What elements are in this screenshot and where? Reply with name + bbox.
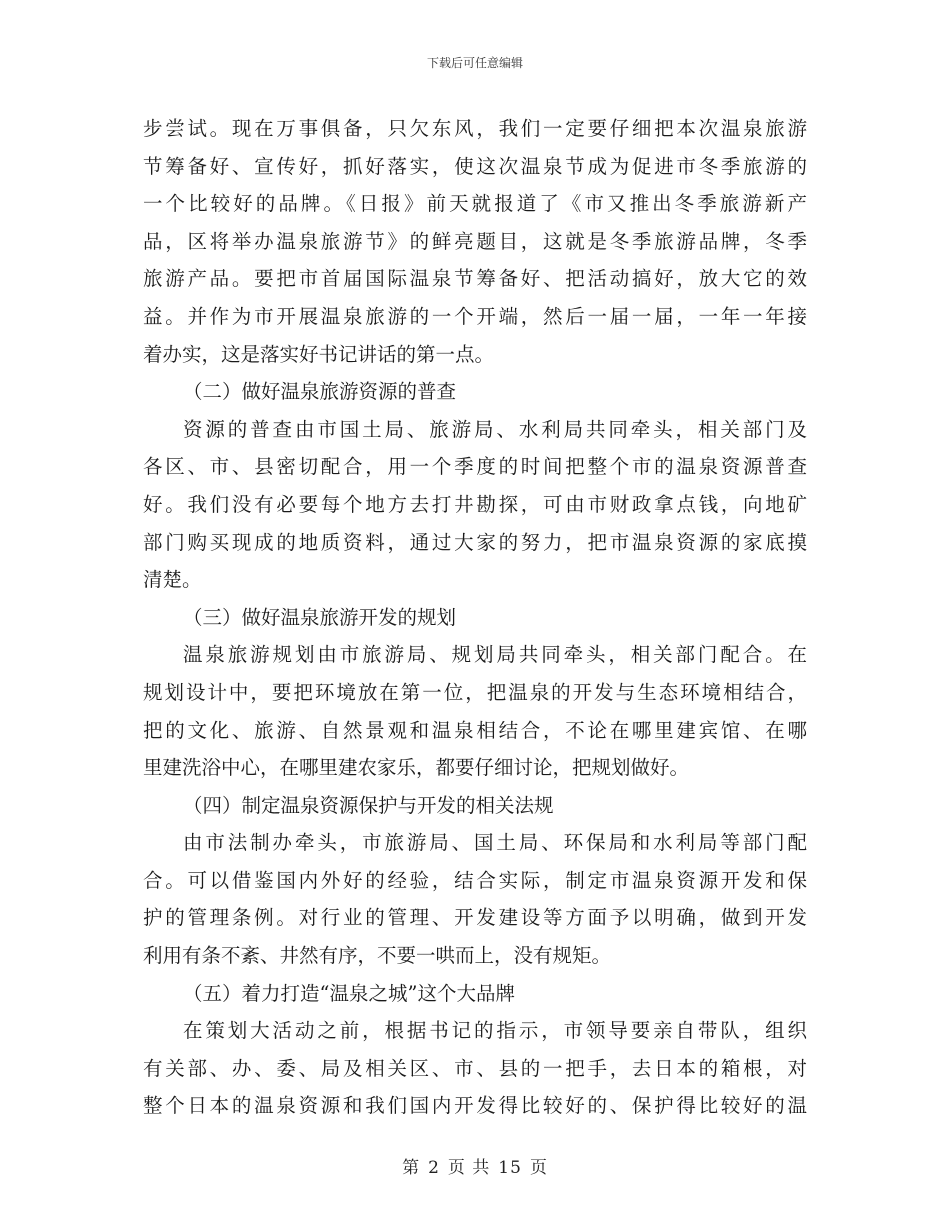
section-heading: （五）着力打造“温泉之城”这个大品牌	[183, 981, 515, 1005]
footer-total-pages: 15	[498, 1158, 522, 1178]
text-line: 利用有条不紊、井然有序，不要一哄而上，没有规矩。	[143, 944, 612, 968]
footer-middle: 页 共	[447, 1158, 491, 1178]
body-text	[143, 110, 807, 1125]
text-line: 着办实，这是落实好书记讲话的第一点。	[143, 342, 495, 366]
section-heading: （三）做好温泉旅游开发的规划	[183, 605, 457, 629]
text-line: 整个日本的温泉资源和我们国内开发得比较好的、保护得比较好的温	[143, 1094, 807, 1118]
text-line: 护的管理条例。对行业的管理、开发建设等方面予以明确，做到开发	[143, 906, 807, 930]
footer-prefix: 第	[402, 1158, 421, 1178]
page-footer	[0, 1153, 950, 1178]
text-line: 规划设计中，要把环境放在第一位，把温泉的开发与生态环境相结合，	[143, 680, 807, 704]
text-line: 在策划大活动之前，根据书记的指示，市领导要亲自带队，组织	[183, 1019, 807, 1043]
text-line: 益。并作为市开展温泉旅游的一个开端，然后一届一届，一年一年接	[143, 304, 807, 328]
footer-suffix: 页	[529, 1158, 548, 1178]
text-line: 品，区将举办温泉旅游节》的鲜亮题目，这就是冬季旅游品牌，冬季	[143, 229, 807, 253]
text-line: 资源的普查由市国土局、旅游局、水利局共同牵头，相关部门及	[183, 417, 807, 441]
text-line: 各区、市、县密切配合，用一个季度的时间把整个市的温泉资源普查	[143, 455, 807, 479]
text-line: 一个比较好的品牌。《日报》前天就报道了《市又推出冬季旅游新产	[143, 192, 807, 216]
text-line: 由市法制办牵头，市旅游局、国土局、环保局和水利局等部门配	[183, 831, 807, 855]
text-line: 节筹备好、宣传好，抓好落实，使这次温泉节成为促进市冬季旅游的	[143, 154, 807, 178]
text-line: 温泉旅游规划由市旅游局、规划局共同牵头，相关部门配合。在	[183, 643, 807, 667]
footer-page-number: 2	[428, 1158, 440, 1178]
section-heading: （二）做好温泉旅游资源的普查	[183, 380, 457, 404]
text-line: 清楚。	[143, 568, 202, 592]
text-line: 部门购买现成的地质资料，通过大家的努力，把市温泉资源的家底摸	[143, 530, 807, 554]
text-line: 旅游产品。要把市首届国际温泉节筹备好、把活动搞好，放大它的效	[143, 267, 807, 291]
text-line: 把的文化、旅游、自然景观和温泉相结合，不论在哪里建宾馆、在哪	[143, 718, 807, 742]
section-heading: （四）制定温泉资源保护与开发的相关法规	[183, 793, 554, 817]
text-line: 步尝试。现在万事俱备，只欠东风，我们一定要仔细把本次温泉旅游	[143, 117, 807, 140]
header-note: 下载后可任意编辑	[426, 56, 523, 70]
text-line: 有关部、办、委、局及相关区、市、县的一把手，去日本的箱根，对	[143, 1056, 807, 1080]
text-line: 好。我们没有必要每个地方去打井勘探，可由市财政拿点钱，向地矿	[143, 492, 807, 516]
text-line: 合。可以借鉴国内外好的经验，结合实际，制定市温泉资源开发和保	[143, 868, 807, 892]
text-line: 里建洗浴中心，在哪里建农家乐，都要仔细讨论，把规划做好。	[143, 756, 690, 780]
